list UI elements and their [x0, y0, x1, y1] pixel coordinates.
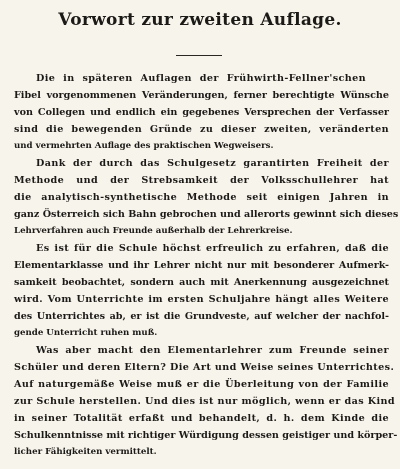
text-line: Schüler und deren Eltern? Die Art und Weise seines Unterrichtes.	[14, 362, 395, 373]
text-line: zur Schule herstellen. Und dies ist nur möglich, wenn er das Kind	[14, 396, 396, 407]
text-line: Lehrverfahren auch Freunde außerhalb der Lehrerkreise.	[14, 226, 293, 236]
text-line: Schulkenntnisse mit richtiger Würdigung dessen geistiger und körper-	[14, 430, 398, 441]
text-line: Was aber macht den Elementarlehrer zum Freunde seiner	[36, 345, 389, 356]
text-line: von Collegen und endlich ein gegebenes Versprechen der Verfasser	[14, 107, 389, 118]
text-line: Methode und der Strebsamkeit der Volksschullehrer hat	[14, 175, 389, 186]
text-line: gende Unterricht ruhen muß.	[14, 328, 158, 338]
text-line: wird. Vom Unterrichte im ersten Schuljahre hängt alles Weitere	[14, 294, 389, 305]
text-line: des Unterrichtes ab, er ist die Grundveste, auf welcher der nachfol-	[14, 311, 389, 322]
text-line: Dank der durch das Schulgesetz garantirten Freiheit der	[36, 158, 389, 169]
text-line: Es ist für die Schule höchst erfreulich zu erfahren, daß die	[36, 243, 389, 254]
text-line: Die in späteren Auflagen der Frühwirth-Fellner'schen	[36, 73, 366, 84]
text-line: samkeit beobachtet, sondern auch mit Anerkennung ausgezeichnet	[14, 277, 389, 288]
text-line: Elementarklasse und ihr Lehrer nicht nur mit besonderer Aufmerk-	[14, 260, 389, 271]
text-line: sind die bewegenden Gründe zu dieser zweiten, veränderten	[14, 124, 389, 135]
text-line: in seiner Totalität erfaßt und behandelt, d. h. dem Kinde die	[14, 413, 389, 424]
text-line: ganz Österreich sich Bahn gebrochen und allerorts gewinnt sich dieses	[14, 209, 399, 220]
text-line: Fibel vorgenommenen Veränderungen, ferner berechtigte Wünsche	[14, 90, 389, 101]
page-title: Vorwort zur zweiten Auflage.	[58, 10, 342, 30]
text-line: licher Fähigkeiten vermittelt.	[14, 447, 157, 457]
text-line: Auf naturgemäße Weise muß er die Überleitung von der Familie	[14, 379, 389, 390]
text-line: die analytisch-synthetische Methode seit einigen Jahren in	[14, 192, 389, 203]
text-line: und vermehrten Auflage des praktischen Wegweisers.	[14, 141, 274, 151]
title-divider	[176, 55, 222, 56]
